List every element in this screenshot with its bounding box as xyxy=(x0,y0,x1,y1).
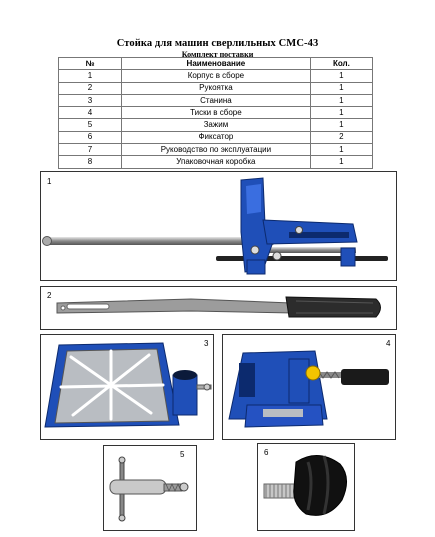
row-name: Фиксатор xyxy=(122,131,311,143)
photo-panel-base xyxy=(40,334,214,440)
row-num: 8 xyxy=(59,156,122,168)
photo-label: 1 xyxy=(47,177,52,186)
row-qty: 2 xyxy=(310,131,372,143)
photo-label: 3 xyxy=(204,339,209,348)
row-name: Упаковочная коробка xyxy=(122,156,311,168)
table-row xyxy=(59,107,373,119)
row-qty: 1 xyxy=(310,144,372,156)
row-num: 7 xyxy=(59,144,122,156)
document-title: Стойка для машин сверлильных СМС-43 xyxy=(116,38,319,49)
row-qty: 1 xyxy=(310,107,372,119)
row-qty: 1 xyxy=(310,156,372,168)
base-image xyxy=(41,335,213,439)
row-name: Зажим xyxy=(122,119,311,131)
vise-image xyxy=(223,335,395,439)
row-name: Корпус в сборе xyxy=(122,70,311,82)
clamp-image xyxy=(104,446,196,530)
table-row xyxy=(59,131,373,143)
col-qty-header: Кол. xyxy=(310,58,372,70)
row-name: Рукоятка xyxy=(122,82,311,94)
document-subtitle: Комплект поставки xyxy=(181,50,254,59)
row-name: Тиски в сборе xyxy=(122,107,311,119)
col-num-header: № xyxy=(59,58,122,70)
row-num: 1 xyxy=(59,70,122,82)
handle-image xyxy=(41,287,396,329)
row-name: Руководство по эксплуатации xyxy=(122,144,311,156)
table-row xyxy=(59,94,373,106)
photo-panel-handle xyxy=(40,286,397,330)
row-num: 5 xyxy=(59,119,122,131)
table-row xyxy=(59,82,373,94)
photo-label: 4 xyxy=(386,339,391,348)
photo-label: 6 xyxy=(264,448,269,457)
table-row xyxy=(59,156,373,168)
table-header-row xyxy=(59,58,373,70)
table-row xyxy=(59,119,373,131)
housing-assembly-image xyxy=(41,172,396,280)
lock-knob-image xyxy=(258,444,354,530)
photo-panel-housing xyxy=(40,171,397,281)
kit-table xyxy=(58,57,373,169)
row-qty: 1 xyxy=(310,82,372,94)
row-qty: 1 xyxy=(310,94,372,106)
table-row xyxy=(59,70,373,82)
row-qty: 1 xyxy=(310,70,372,82)
photo-panel-lock xyxy=(257,443,355,531)
photo-label: 5 xyxy=(180,450,185,459)
row-num: 4 xyxy=(59,107,122,119)
row-name: Станина xyxy=(122,94,311,106)
photo-panel-clamp xyxy=(103,445,197,531)
row-qty: 1 xyxy=(310,119,372,131)
col-name-header: Наименование xyxy=(122,58,311,70)
table-row xyxy=(59,144,373,156)
photo-panel-vise xyxy=(222,334,396,440)
row-num: 2 xyxy=(59,82,122,94)
row-num: 6 xyxy=(59,131,122,143)
photo-label: 2 xyxy=(47,291,52,300)
row-num: 3 xyxy=(59,94,122,106)
